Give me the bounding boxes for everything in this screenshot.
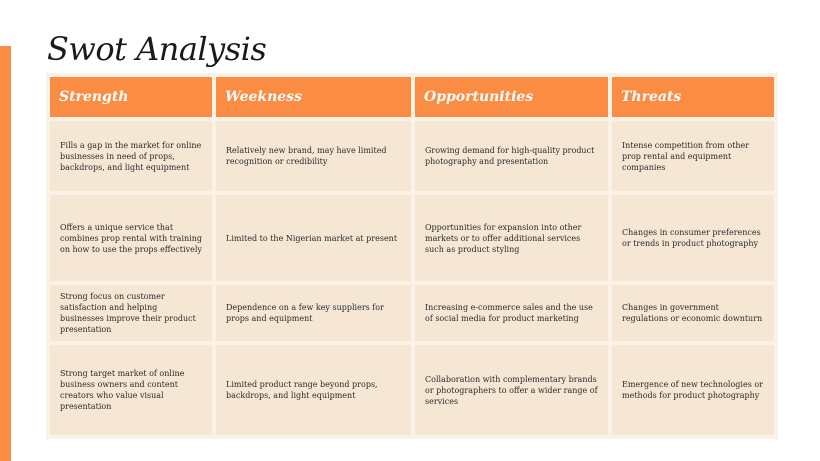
- strength-cell: Strong focus on customer satisfaction and helping businesses improve their product presentation: [48, 283, 214, 343]
- header-row: [48, 75, 776, 119]
- column-header-opportunities: Opportunities: [413, 75, 610, 119]
- weakness-cell: Dependence on a few key suppliers for props and equipment: [214, 283, 413, 343]
- threat-cell: Intense competition from other prop rental and equipment companies: [610, 119, 776, 193]
- column-header-strength: Strength: [48, 75, 214, 119]
- opportunity-cell: Growing demand for high-quality product photography and presentation: [413, 119, 610, 193]
- strength-cell: Fills a gap in the market for online businesses in need of props, backdrops, and light equipment: [48, 119, 214, 193]
- strength-cell: Strong target market of online business owners and content creators who value visual presentation: [48, 343, 214, 437]
- threat-cell: Changes in government regulations or economic downturn: [610, 283, 776, 343]
- weakness-cell: Limited product range beyond props, backdrops, and light equipment: [214, 343, 413, 437]
- column-header-threats: Threats: [610, 75, 776, 119]
- swot-table: [46, 73, 778, 439]
- threat-cell: Changes in consumer preferences or trends in product photography: [610, 193, 776, 283]
- weakness-cell: Limited to the Nigerian market at present: [214, 193, 413, 283]
- table-row: [48, 119, 776, 193]
- swot-table-container: [46, 73, 774, 439]
- opportunity-cell: Increasing e-commerce sales and the use of social media for product marketing: [413, 283, 610, 343]
- accent-bar: [0, 46, 11, 461]
- threat-cell: Emergence of new technologies or methods for product photography: [610, 343, 776, 437]
- table-row: [48, 343, 776, 437]
- column-header-weakness: Weekness: [214, 75, 413, 119]
- opportunity-cell: Collaboration with complementary brands or photographers to offer a wider range of services: [413, 343, 610, 437]
- table-row: [48, 193, 776, 283]
- strength-cell: Offers a unique service that combines prop rental with training on how to use the props effectively: [48, 193, 214, 283]
- table-row: [48, 283, 776, 343]
- page-title: Swot Analysis: [47, 30, 267, 68]
- opportunity-cell: Opportunities for expansion into other markets or to offer additional services such as product styling: [413, 193, 610, 283]
- weakness-cell: Relatively new brand, may have limited recognition or credibility: [214, 119, 413, 193]
